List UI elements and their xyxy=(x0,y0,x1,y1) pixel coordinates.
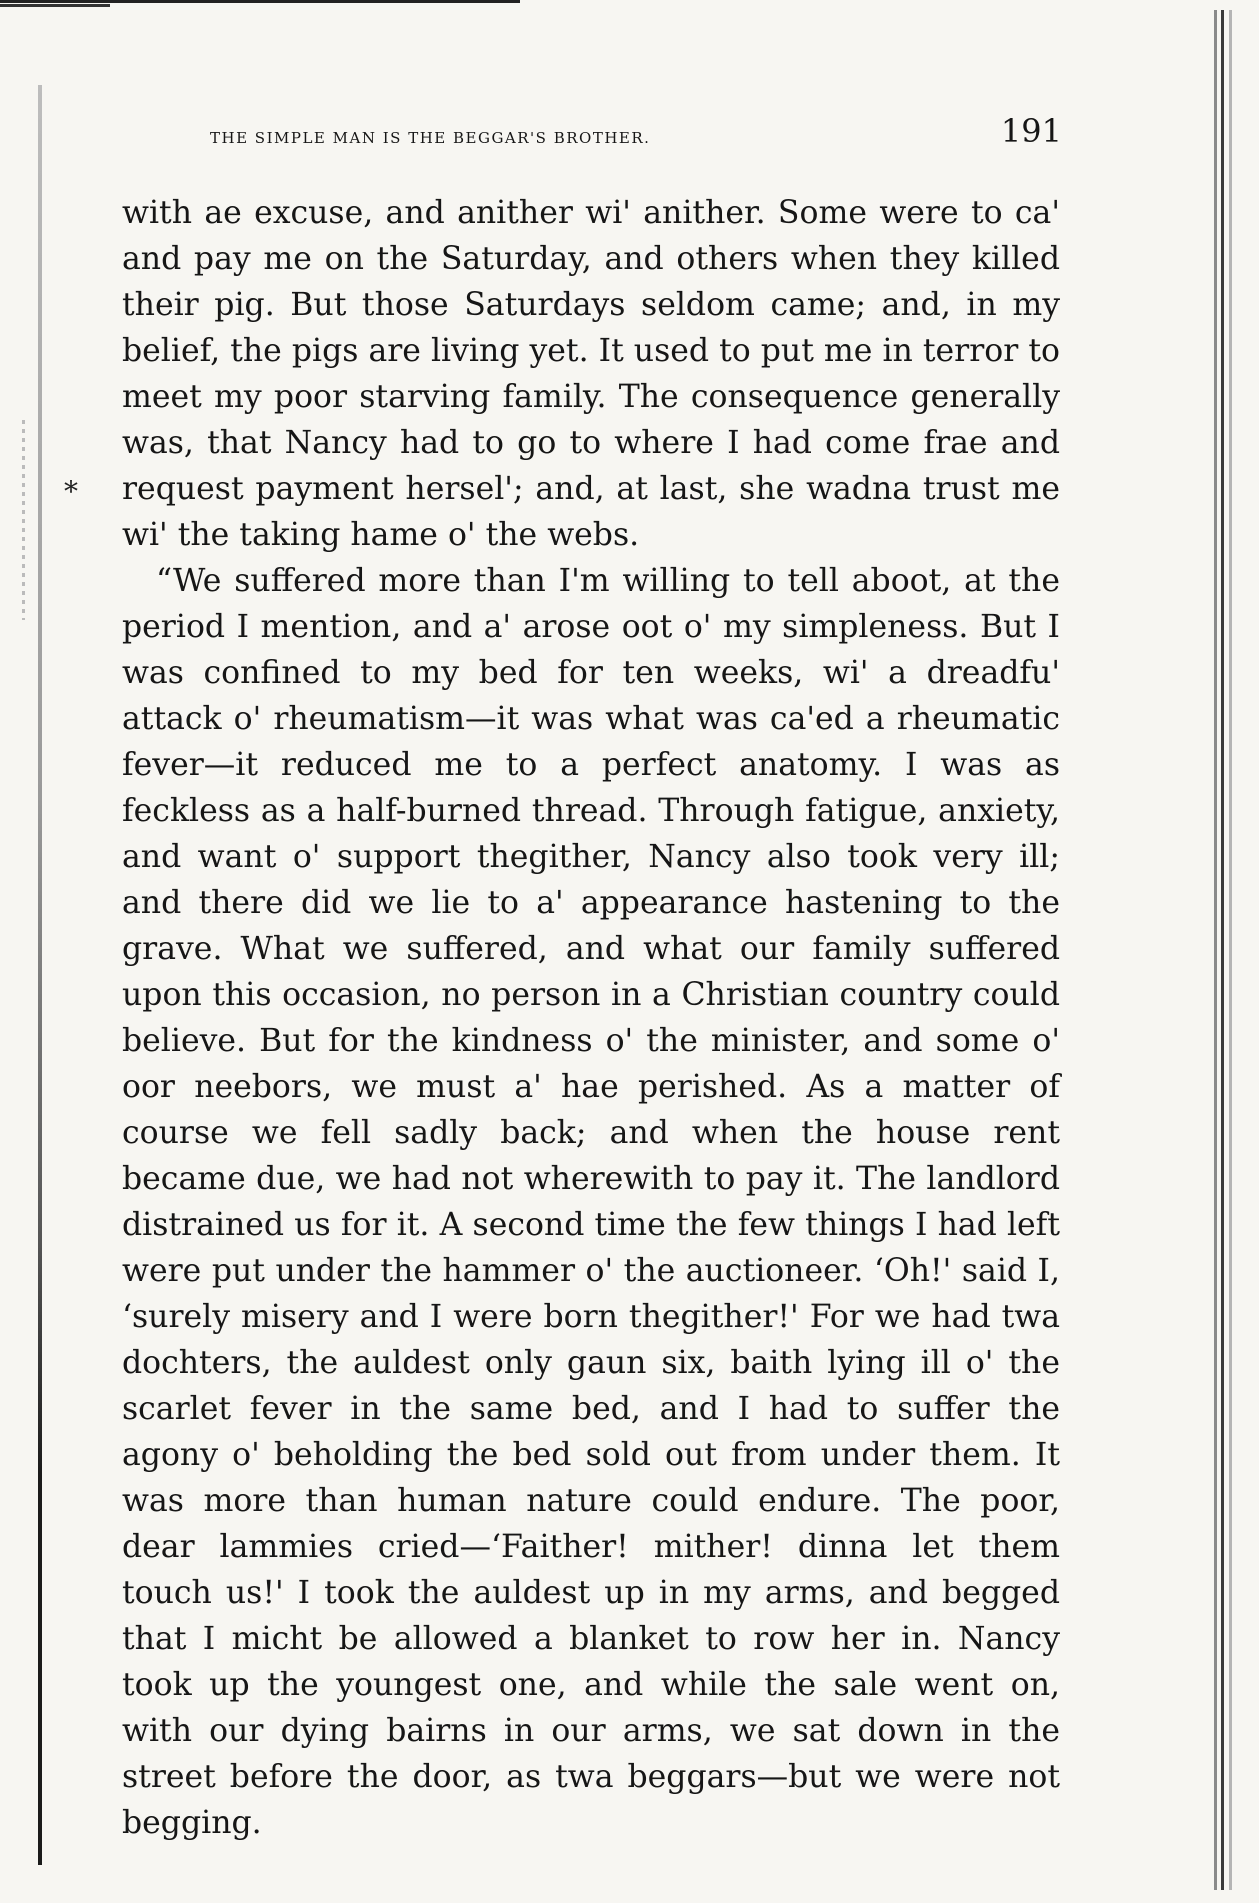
running-title: the simple man is the beggar's brother. xyxy=(210,124,651,148)
scan-edge-line xyxy=(0,4,110,7)
page-body xyxy=(122,190,1060,1846)
page-right-edge xyxy=(1214,10,1217,1890)
paragraph: “We suffered more than I'm willing to tell aboot, at the period I mention, and a' arose oot o' my simpleness. But I was confined to my bed for ten weeks, wi' a dreadfu' attack o' rheumatism—it was what was ca'ed a rheumatic fever—it reduced me to a perfect anatomy. I was as feckless as a half-burned thread. Through fatigue, anxiety, and want o' support thegither, Nancy also took very ill; and there did we lie to a' appearance hastening to the grave. What we suffered, and what our family suffered upon this occasion, no person in a Christian country could believe. But for the kindness o' the minister, and some o' oor neebors, we must a' hae perished. As a matter of course we fell sadly back; and when the house rent became due, we had not wherewith to pay it. The landlord distrained us for it. A second time the few things I had left were put under the hammer o' the auctioneer. ‘Oh!' said I, ‘surely misery and I were born thegither!' For we had twa dochters, the auldest only gaun six, baith lying ill o' the scarlet fever in the same bed, and I had to suffer the agony o' beholding the bed sold out from under them. It was more than human nature could endure. The poor, dear lammies cried—‘Faither! mither! dinna let them touch us!' I took the auldest up in my arms, and begged that I micht be allowed a blanket to row her in. Nancy took up the youngest one, and while the sale went on, with our dying bairns in our arms, we sat down in the street before the door, as twa beggars—but we were not begging. xyxy=(122,563,1060,1841)
page-header xyxy=(210,112,1062,158)
paragraph: with ae excuse, and anither wi' anither. Some were to ca' and pay me on the Saturday, and others when they killed their pig. But those Saturdays seldom came; and, in my belief, the pigs are living yet. It used to put me in terror to meet my poor starving family. The consequence generally was, that Nancy had to go to where I had come frae and request payment hersel'; and, at last, she wadna trust me wi' the taking hame o' the webs. xyxy=(122,195,1060,553)
page-number: 191 xyxy=(1000,112,1062,150)
scan-edge-line xyxy=(0,0,520,3)
page-left-shadow xyxy=(22,420,25,620)
page-left-edge xyxy=(38,85,42,1865)
page-right-edge xyxy=(1229,10,1232,1890)
page-right-edge xyxy=(1221,10,1224,1890)
margin-asterisk-mark: * xyxy=(64,475,78,508)
